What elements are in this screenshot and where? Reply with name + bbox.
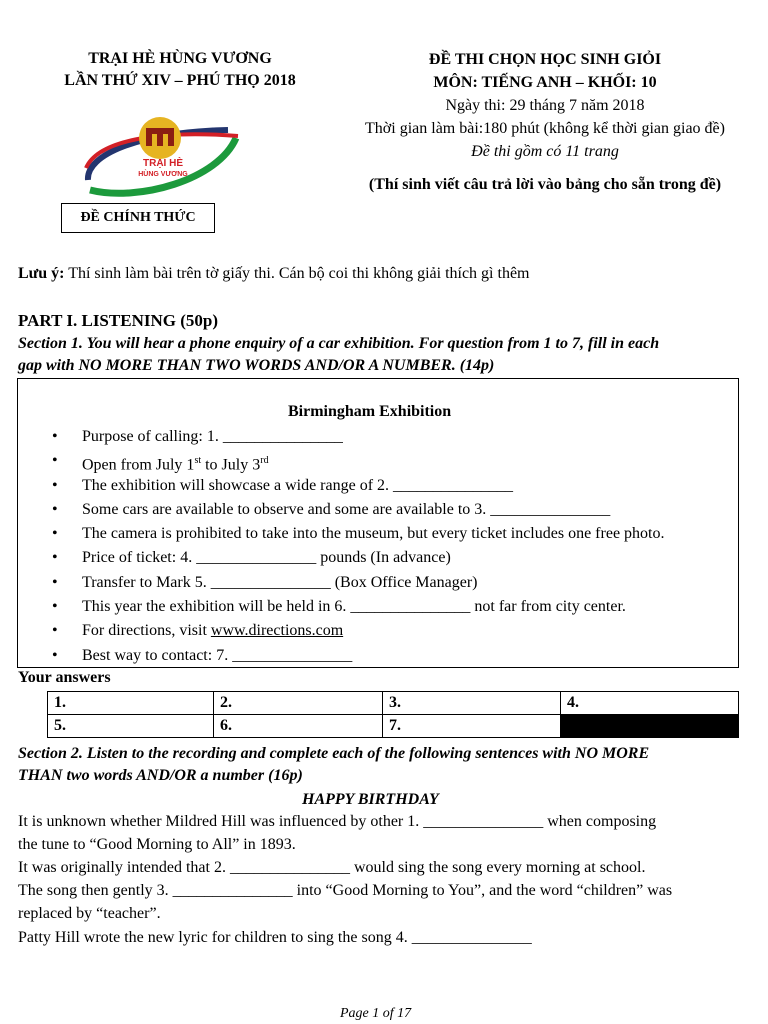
note: [18, 265, 530, 283]
page-count: Đề thi gồm có 11 trang: [471, 143, 619, 160]
answer-cell[interactable]: 7.: [383, 715, 561, 738]
s2-paragraph-1b: the tune to “Good Morning to All” in 1893.: [18, 836, 296, 853]
your-answers-label: Your answers: [18, 669, 111, 686]
answer-cell[interactable]: 3.: [383, 692, 561, 715]
list-item: • Purpose of calling: 1. _______________: [52, 428, 343, 445]
answer-cell[interactable]: 6.: [214, 715, 383, 738]
list-item: • The exhibition will showcase a wide range of 2. _______________: [52, 476, 514, 494]
exam-date: Ngày thi: 29 tháng 7 năm 2018: [445, 97, 645, 114]
s2-paragraph-3b: replaced by “teacher”.: [18, 905, 161, 922]
page-number: Page 1 of 17: [340, 1006, 412, 1021]
list-item: • Transfer to Mark 5. _______________ (Box Office Manager): [52, 573, 478, 591]
list-item: • Best way to contact: 7. _______________: [52, 646, 353, 664]
s2-paragraph-2: It was originally intended that 2. _______________ would sing the song every morning at school.: [18, 859, 646, 876]
logo-text-1: TRẠI HÈ: [143, 158, 183, 169]
section2-title: HAPPY BIRTHDAY: [302, 791, 439, 808]
s2-paragraph-4: Patty Hill wrote the new lyric for children to sing the song 4. _______________: [18, 929, 532, 946]
section2-instruction-1: Section 2. Listen to the recording and complete each of the following sentences with NO MORE: [18, 745, 650, 762]
answer-cell[interactable]: 1.: [48, 692, 214, 715]
box-title: Birmingham Exhibition: [288, 403, 452, 420]
answer-cell[interactable]: 2.: [214, 692, 383, 715]
exam-duration: Thời gian làm bài:180 phút (không kể thời gian giao đề): [365, 120, 725, 137]
logo-text-2: HÙNG VƯƠNG: [138, 171, 188, 178]
list-item: • For directions, visit www.directions.com: [52, 622, 344, 640]
section2-instruction-2: THAN two words AND/OR a number (16p): [18, 767, 303, 784]
camp-edition: LẦN THỨ XIV – PHÚ THỌ 2018: [64, 72, 296, 89]
list-item: • The camera is prohibited to take into the museum, but every ticket includes one free photo.: [52, 525, 665, 543]
exam-title: ĐỀ THI CHỌN HỌC SINH GIỎI: [428, 51, 662, 68]
camp-logo: [78, 110, 248, 200]
section1-instruction-2: gap with NO MORE THAN TWO WORDS AND/OR A NUMBER. (14p): [18, 357, 495, 374]
note-text: Thí sinh làm bài trên tờ giấy thi. Cán bộ coi thi không giải thích gì thêm: [64, 265, 530, 282]
list-item: • This year the exhibition will be held in 6. _______________ not far from city center.: [52, 598, 626, 616]
blank-cell: [561, 715, 739, 738]
list-item: • Open from July 1st to July 3rd: [52, 452, 269, 474]
answer-instruction: (Thí sinh viết câu trả lời vào bảng cho sẵn trong đề): [368, 176, 722, 193]
part1-title: PART I. LISTENING (50p): [18, 311, 218, 330]
list-item: • Some cars are available to observe and some are available to 3. _______________: [52, 500, 611, 518]
s2-paragraph-3a: The song then gently 3. _______________ into “Good Morning to You”, and the word “children” was: [18, 882, 673, 899]
list-item: • Price of ticket: 4. _______________ pounds (In advance): [52, 549, 451, 567]
note-label: Lưu ý:: [18, 265, 65, 282]
s2-paragraph-1a: It is unknown whether Mildred Hill was influenced by other 1. _______________ when composing: [18, 813, 657, 830]
header-right: [330, 48, 760, 196]
exam-subject: MÔN: TIẾNG ANH – KHỐI: 10: [433, 74, 657, 91]
answer-cell[interactable]: 5.: [48, 715, 214, 738]
directions-link[interactable]: www.directions.com: [210, 622, 344, 640]
answer-table: [47, 691, 739, 738]
section1-instruction-1: Section 1. You will hear a phone enquiry of a car exhibition. For question from 1 to 7, fill in each: [18, 335, 660, 352]
header-left: [20, 48, 340, 92]
official-exam-label: ĐỀ CHÍNH THỨC: [61, 203, 215, 233]
answer-cell[interactable]: 4.: [561, 692, 739, 715]
exhibition-items: [28, 425, 664, 668]
camp-name: TRẠI HÈ HÙNG VƯƠNG: [88, 50, 272, 67]
